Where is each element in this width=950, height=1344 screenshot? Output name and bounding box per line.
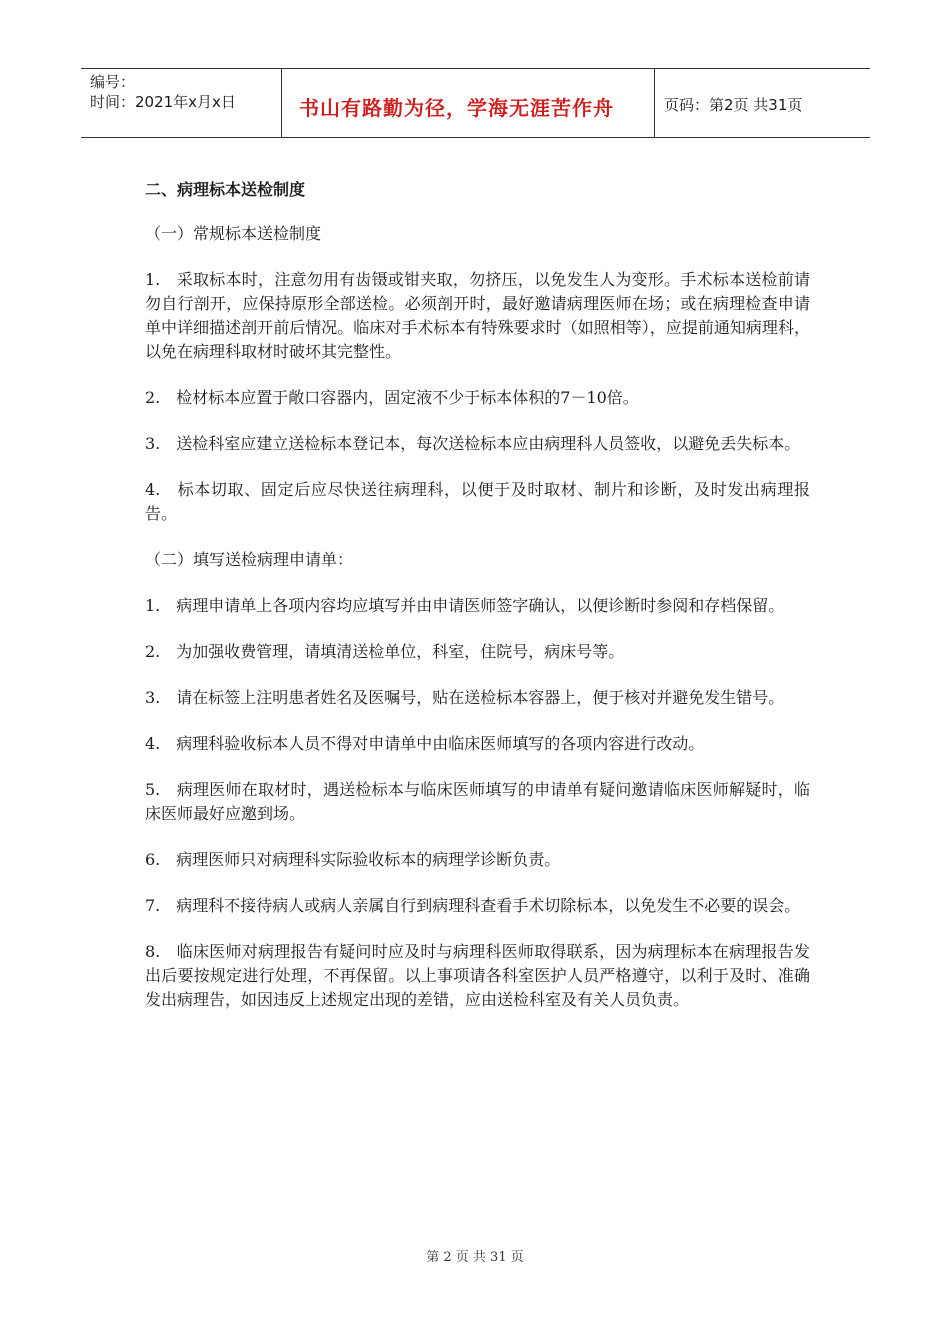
list-item: 1. 病理申请单上各项内容均应填写并由申请医师签字确认，以便诊断时参阅和存档保留。 [145, 596, 785, 615]
list-item: 5. 病理医师在取材时，遇送检标本与临床医师填写的申请单有疑问邀请临床医师解疑时，临床医师最好应邀到场。 [145, 780, 810, 823]
document-body [145, 178, 810, 1012]
list-item: 4. 标本切取、固定后应尽快送往病理科，以便于及时取材、制片和诊断，及时发出病理报告。 [145, 480, 810, 523]
list-item: 7. 病理科不接待病人或病人亲属自行到病理科查看手术切除标本，以免发生不必要的误会。 [145, 896, 801, 915]
list-item: 3. 请在标签上注明患者姓名及医嘱号，贴在送检标本容器上，便于核对并避免发生错号。 [145, 688, 785, 707]
header-motto: 书山有路勤为径，学海无涯苦作舟 [299, 96, 614, 120]
list-item: 1. 采取标本时，注意勿用有齿镊或钳夹取，勿挤压，以免发生人为变形。手术标本送检前请勿自行剖开，应保持原形全部送检。必须剖开时，最好邀请病理医师在场；或在病理检查申请单中详细描述剖开前后情况。临床对手术标本有特殊要求时（如照相等），应提前通知病理科，以免在病理科取材时破坏其完整性。 [145, 270, 810, 361]
document-time-label: 时间：2021年x月x日 [90, 93, 236, 111]
subsection-title-application: （二）填写送检病理申请单： [145, 550, 354, 569]
header-motto-cell [281, 69, 655, 137]
list-item: 8. 临床医师对病理报告有疑问时应及时与病理科医师取得联系，因为病理标本在病理报告发出后要按规定进行处理，不再保留。以上事项请各科室医护人员严格遵守，以利于及时、准确发出病理告，如因违反上述规定出现的差错，应由送检科室及有关人员负责。 [145, 942, 810, 1009]
header-meta-cell [81, 69, 282, 137]
subsection-title-routine: （一）常规标本送检制度 [145, 224, 322, 243]
page-header [81, 68, 870, 138]
list-item: 2. 为加强收费管理，请填清送检单位，科室，住院号，病床号等。 [145, 642, 625, 661]
list-item: 4. 病理科验收标本人员不得对申请单中由临床医师填写的各项内容进行改动。 [145, 734, 705, 753]
section-title: 二、病理标本送检制度 [145, 180, 306, 199]
header-page-cell [654, 69, 870, 137]
page-footer: 第 2 页 共 31 页 [426, 1250, 524, 1265]
document-number-label: 编号： [90, 73, 136, 91]
list-item: 6. 病理医师只对病理科实际验收标本的病理学诊断负责。 [145, 850, 561, 869]
list-item: 2. 检材标本应置于敞口容器内，固定液不少于标本体积的7－10倍。 [145, 388, 639, 407]
list-item: 3. 送检科室应建立送检标本登记本，每次送检标本应由病理科人员签收，以避免丢失标本。 [145, 434, 801, 453]
header-page-info: 页码：第2页 共31页 [664, 96, 803, 114]
